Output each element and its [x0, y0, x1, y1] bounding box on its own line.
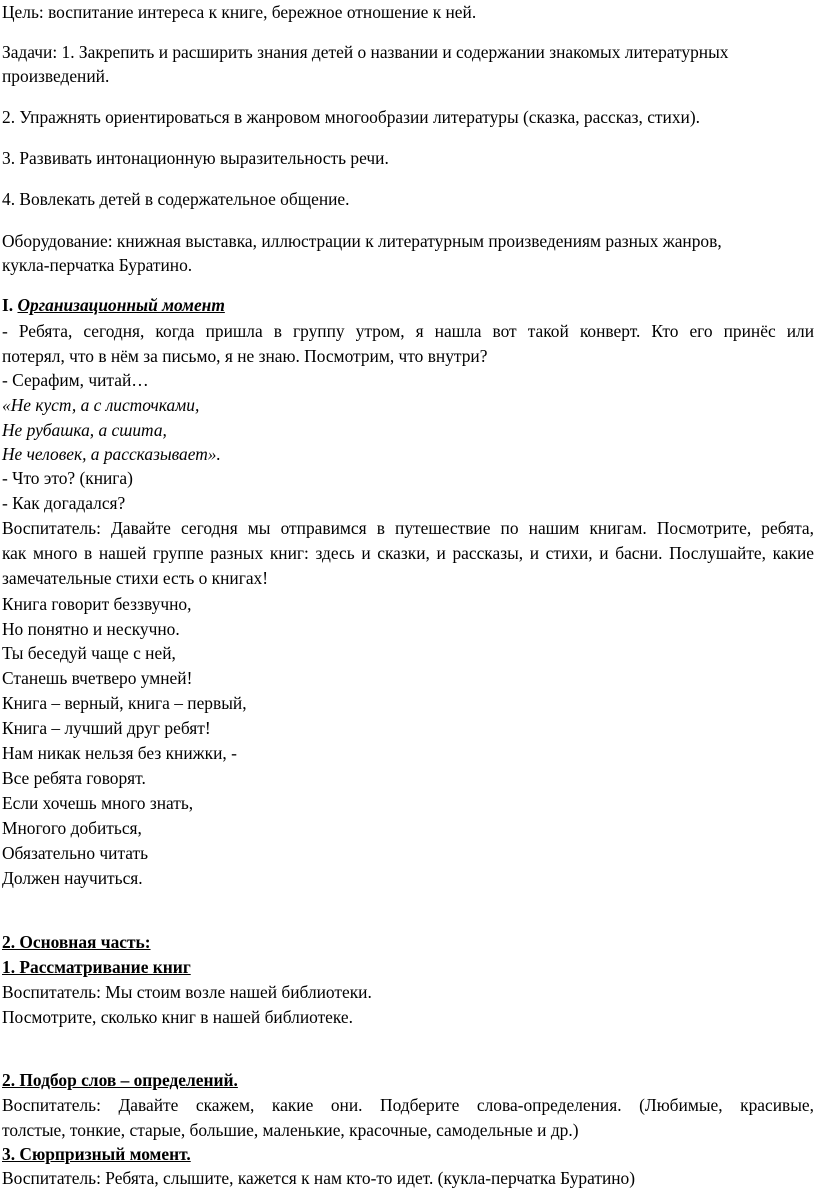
- subsection-2-line-2: толстые, тонкие, старые, большие, маленькие, красочные, самодельные и др.): [2, 1120, 579, 1140]
- intro-line-1: - Ребята, сегодня, когда пришла в группу утром, я нашла вот такой конверт. Кто его принёс или: [2, 321, 814, 341]
- goal-text: Цель: воспитание интереса к книге, бережное отношение к ней.: [2, 2, 477, 22]
- riddle-line-3: Не человек, а рассказывает».: [2, 444, 221, 464]
- intro-line-3: - Серафим, читай…: [2, 370, 149, 390]
- subsection-1-title: 1. Рассматривание книг: [2, 957, 191, 977]
- task-2: 2. Упражнять ориентироваться в жанровом многообразии литературы (сказка, рассказ, стихи).: [2, 107, 700, 127]
- intro-line-2: потерял, что в нём за письмо, я не знаю. Посмотрим, что внутри?: [2, 346, 488, 366]
- poem-line: Все ребята говорят.: [2, 768, 146, 788]
- teacher-line-2: как много в нашей группе разных книг: здесь и сказки, и рассказы, и стихи, и басни. Послушайте, какие: [2, 543, 814, 563]
- teacher-line-1: Воспитатель: Давайте сегодня мы отправимся в путешествие по нашим книгам. Посмотрите, ребята,: [2, 518, 814, 538]
- poem-line: Нам никак нельзя без книжки, -: [2, 743, 237, 763]
- poem-line: Ты беседуй чаще с ней,: [2, 643, 176, 663]
- equipment-line-1: Оборудование: книжная выставка, иллюстрации к литературным произведениям разных жанров,: [2, 231, 722, 251]
- section-2-title: 2. Основная часть:: [2, 932, 151, 952]
- subsection-2-line-1: Воспитатель: Давайте скажем, какие они. Подберите слова-определения. (Любимые, красивые,: [2, 1095, 814, 1115]
- task-4: 4. Вовлекать детей в содержательное общение.: [2, 189, 350, 209]
- subsection-3-title: 3. Сюрпризный момент.: [2, 1144, 191, 1164]
- teacher-line-3: замечательные стихи есть о книгах!: [2, 568, 269, 588]
- subsection-1-line-2: Посмотрите, сколько книг в нашей библиотеке.: [2, 1007, 353, 1027]
- section-1-heading: [2, 294, 225, 316]
- poem-line: Станешь вчетверо умней!: [2, 668, 193, 688]
- riddle-line-2: Не рубашка, а сшита,: [2, 420, 167, 440]
- tasks-line-1: Задачи: 1. Закрепить и расширить знания детей о названии и содержании знакомых литературных: [2, 42, 729, 62]
- tasks-line-2: произведений.: [2, 66, 110, 86]
- subsection-3-line-1: Воспитатель: Ребята, слышите, кажется к нам кто-то идет. (кукла-перчатка Буратино): [2, 1168, 636, 1188]
- riddle-line-1: «Не куст, а с листочками,: [2, 395, 200, 415]
- section-1-number: I.: [2, 295, 14, 315]
- poem-line: Обязательно читать: [2, 843, 149, 863]
- poem-line: Если хочешь много знать,: [2, 793, 194, 813]
- subsection-1-line-1: Воспитатель: Мы стоим возле нашей библиотеки.: [2, 982, 372, 1002]
- subsection-2-title: 2. Подбор слов – определений.: [2, 1070, 238, 1090]
- task-3: 3. Развивать интонационную выразительность речи.: [2, 148, 389, 168]
- poem-line: Книга говорит беззвучно,: [2, 594, 192, 614]
- poem-line: Но понятно и нескучно.: [2, 619, 180, 639]
- question-2: - Как догадался?: [2, 493, 126, 513]
- poem-line: Книга – верный, книга – первый,: [2, 693, 247, 713]
- question-1: - Что это? (книга): [2, 468, 133, 488]
- poem-line: Книга – лучший друг ребят!: [2, 718, 211, 738]
- poem-line: Должен научиться.: [2, 868, 143, 888]
- equipment-line-2: кукла-перчатка Буратино.: [2, 255, 193, 275]
- section-1-title: Организационный момент: [17, 295, 225, 315]
- poem-line: Многого добиться,: [2, 818, 142, 838]
